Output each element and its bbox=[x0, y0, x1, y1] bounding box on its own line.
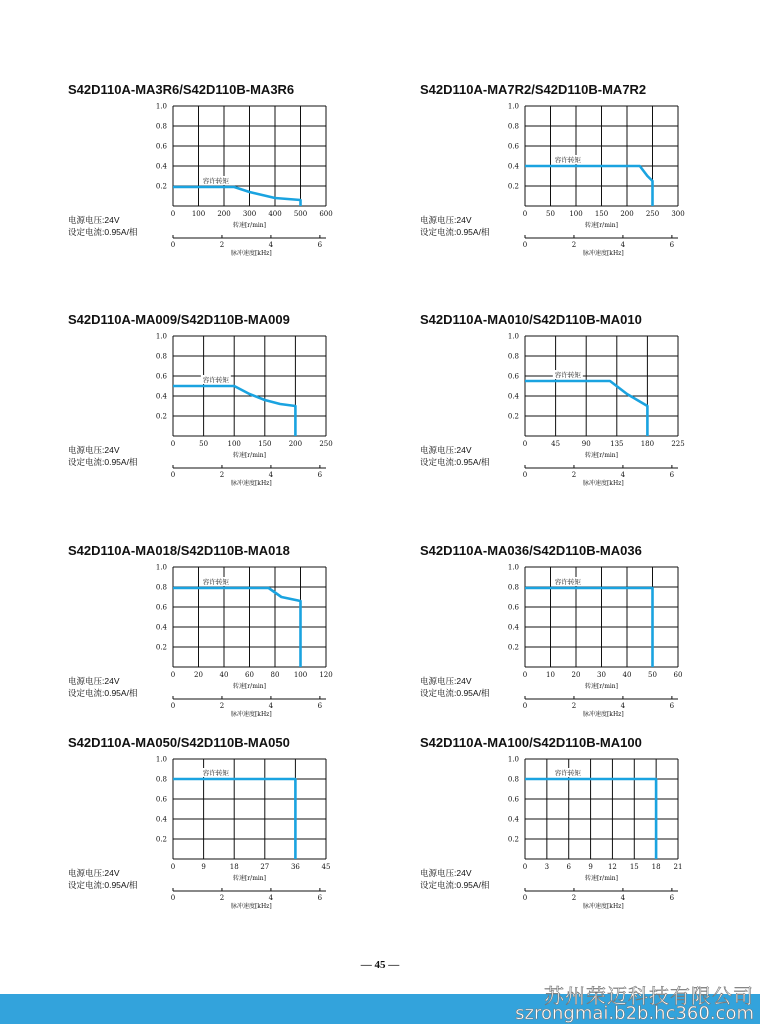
y-tick-label: 0.2 bbox=[507, 412, 519, 421]
speed-axis-label: 转速[r/min] bbox=[584, 875, 619, 882]
x-tick-label: 21 bbox=[673, 863, 683, 871]
y-tick-label: 1.0 bbox=[155, 102, 167, 111]
x-tick-label: 0 bbox=[170, 863, 176, 871]
torque-curve bbox=[173, 187, 301, 206]
drive-conditions bbox=[420, 214, 489, 238]
y-tick-label: 0.4 bbox=[155, 815, 167, 824]
pulse-axis-label: 脉冲速度[kHz] bbox=[582, 250, 624, 257]
speed-axis-label: 转速[r/min] bbox=[584, 222, 619, 229]
y-tick-label: 0.2 bbox=[155, 835, 167, 844]
voltage-label: 电源电压:24V bbox=[420, 445, 472, 455]
x-tick-label: 150 bbox=[594, 210, 609, 218]
drive-conditions bbox=[68, 867, 137, 891]
y-tick-label: 1.0 bbox=[507, 755, 519, 764]
x-tick-label: 0 bbox=[522, 671, 528, 679]
x-tick-label: 27 bbox=[260, 863, 270, 871]
pulse-tick-label: 4 bbox=[620, 894, 626, 902]
drive-conditions bbox=[68, 675, 137, 699]
y-tick-label: 0.4 bbox=[507, 162, 519, 171]
current-label: 设定电流:0.95A/相 bbox=[68, 457, 138, 467]
pulse-tick-label: 2 bbox=[219, 471, 225, 479]
drive-conditions bbox=[68, 444, 137, 468]
pulse-tick-label: 2 bbox=[571, 702, 577, 710]
pulse-axis-label: 脉冲速度[kHz] bbox=[230, 903, 272, 910]
pulse-tick-label: 4 bbox=[268, 702, 274, 710]
y-tick-label: 0.6 bbox=[155, 603, 167, 612]
x-tick-label: 60 bbox=[245, 671, 254, 679]
drive-conditions bbox=[420, 444, 489, 468]
torque-chart-panel bbox=[68, 312, 428, 532]
x-tick-label: 80 bbox=[270, 671, 280, 679]
speed-axis-label: 转速[r/min] bbox=[232, 452, 267, 459]
chart-title: S42D110A-MA3R6/S42D110B-MA3R6 bbox=[68, 82, 295, 97]
pulse-tick-label: 6 bbox=[669, 241, 675, 249]
pulse-tick-label: 4 bbox=[620, 471, 626, 479]
voltage-label: 电源电压:24V bbox=[420, 676, 472, 686]
chart-title: S42D110A-MA010/S42D110B-MA010 bbox=[420, 312, 642, 327]
pulse-tick-label: 0 bbox=[170, 702, 176, 710]
voltage-label: 电源电压:24V bbox=[420, 868, 472, 878]
pulse-axis-label: 脉冲速度[kHz] bbox=[582, 903, 624, 910]
torque-chart-panel bbox=[68, 82, 428, 302]
website-url: szrongmai.b2b.hc360.com bbox=[515, 1003, 754, 1024]
company-name: 苏州荣迈科技有限公司 bbox=[544, 984, 754, 1008]
curve-label: 容许转矩 bbox=[202, 376, 229, 384]
x-tick-label: 200 bbox=[620, 210, 634, 218]
y-tick-label: 0.8 bbox=[507, 352, 519, 361]
x-tick-label: 300 bbox=[242, 210, 257, 218]
x-tick-label: 18 bbox=[651, 863, 661, 871]
torque-chart bbox=[420, 312, 760, 512]
pulse-tick-label: 6 bbox=[669, 471, 675, 479]
y-tick-label: 0.4 bbox=[507, 815, 519, 824]
x-tick-label: 18 bbox=[229, 863, 239, 871]
y-tick-label: 0.8 bbox=[155, 352, 167, 361]
x-tick-label: 60 bbox=[673, 671, 683, 679]
x-tick-label: 0 bbox=[170, 210, 176, 218]
pulse-tick-label: 4 bbox=[620, 241, 626, 249]
curve-label: 容许转矩 bbox=[202, 578, 229, 586]
y-tick-label: 0.4 bbox=[155, 392, 167, 401]
pulse-tick-label: 2 bbox=[219, 241, 225, 249]
pulse-tick-label: 6 bbox=[669, 702, 675, 710]
y-tick-label: 0.2 bbox=[155, 643, 167, 652]
current-label: 设定电流:0.95A/相 bbox=[68, 227, 138, 237]
pulse-axis-label: 脉冲速度[kHz] bbox=[230, 250, 272, 257]
speed-axis-label: 转速[r/min] bbox=[584, 683, 619, 690]
curve-label: 容许转矩 bbox=[554, 769, 581, 777]
pulse-tick-label: 0 bbox=[170, 471, 176, 479]
y-tick-label: 0.4 bbox=[507, 623, 519, 632]
torque-chart-panel bbox=[420, 82, 760, 302]
current-label: 设定电流:0.95A/相 bbox=[420, 457, 490, 467]
voltage-label: 电源电压:24V bbox=[68, 676, 120, 686]
x-tick-label: 200 bbox=[217, 210, 231, 218]
pulse-tick-label: 4 bbox=[268, 241, 274, 249]
curve-label: 容许转矩 bbox=[554, 578, 581, 586]
current-label: 设定电流:0.95A/相 bbox=[68, 880, 138, 890]
torque-chart-panel bbox=[68, 543, 428, 763]
x-tick-label: 100 bbox=[191, 210, 206, 218]
y-tick-label: 0.6 bbox=[507, 795, 519, 804]
x-tick-label: 50 bbox=[199, 440, 209, 448]
x-tick-label: 9 bbox=[588, 863, 593, 871]
x-tick-label: 20 bbox=[571, 671, 581, 679]
chart-title: S42D110A-MA100/S42D110B-MA100 bbox=[420, 735, 642, 750]
x-tick-label: 100 bbox=[293, 671, 308, 679]
x-tick-label: 120 bbox=[319, 671, 333, 679]
torque-chart bbox=[420, 82, 760, 282]
y-tick-label: 0.8 bbox=[507, 583, 519, 592]
x-tick-label: 90 bbox=[581, 440, 591, 448]
x-tick-label: 600 bbox=[319, 210, 333, 218]
y-tick-label: 0.2 bbox=[155, 412, 167, 421]
y-tick-label: 0.6 bbox=[507, 603, 519, 612]
speed-axis-label: 转速[r/min] bbox=[232, 222, 267, 229]
y-tick-label: 0.8 bbox=[507, 775, 519, 784]
x-tick-label: 40 bbox=[622, 671, 632, 679]
x-tick-label: 100 bbox=[569, 210, 583, 218]
x-tick-label: 10 bbox=[546, 671, 555, 679]
y-tick-label: 0.2 bbox=[507, 643, 519, 652]
x-tick-label: 500 bbox=[293, 210, 308, 218]
speed-axis-label: 转速[r/min] bbox=[584, 452, 619, 459]
x-tick-label: 30 bbox=[597, 671, 606, 679]
x-tick-label: 0 bbox=[522, 440, 528, 448]
y-tick-label: 0.4 bbox=[507, 392, 519, 401]
pulse-tick-label: 0 bbox=[170, 894, 176, 902]
y-tick-label: 0.8 bbox=[155, 122, 167, 131]
y-tick-label: 0.6 bbox=[155, 795, 167, 804]
y-tick-label: 1.0 bbox=[507, 563, 519, 572]
pulse-tick-label: 6 bbox=[317, 471, 323, 479]
y-tick-label: 1.0 bbox=[155, 332, 167, 341]
torque-chart-panel bbox=[420, 735, 760, 955]
x-tick-label: 45 bbox=[551, 440, 561, 448]
pulse-tick-label: 0 bbox=[522, 702, 528, 710]
curve-label: 容许转矩 bbox=[554, 156, 581, 164]
current-label: 设定电流:0.95A/相 bbox=[420, 880, 490, 890]
pulse-axis-label: 脉冲速度[kHz] bbox=[230, 711, 272, 718]
voltage-label: 电源电压:24V bbox=[68, 215, 120, 225]
x-tick-label: 15 bbox=[629, 863, 639, 871]
x-tick-label: 50 bbox=[546, 210, 555, 218]
x-tick-label: 300 bbox=[671, 210, 685, 218]
x-tick-label: 0 bbox=[170, 671, 176, 679]
current-label: 设定电流:0.95A/相 bbox=[68, 688, 138, 698]
pulse-tick-label: 2 bbox=[219, 894, 225, 902]
pulse-axis-label: 脉冲速度[kHz] bbox=[582, 480, 624, 487]
y-tick-label: 1.0 bbox=[155, 563, 167, 572]
x-tick-label: 9 bbox=[201, 863, 206, 871]
curve-label: 容许转矩 bbox=[554, 371, 581, 379]
chart-title: S42D110A-MA7R2/S42D110B-MA7R2 bbox=[420, 82, 647, 97]
voltage-label: 电源电压:24V bbox=[68, 868, 120, 878]
y-tick-label: 0.2 bbox=[507, 182, 519, 191]
chart-title: S42D110A-MA009/S42D110B-MA009 bbox=[68, 312, 290, 327]
pulse-tick-label: 2 bbox=[571, 894, 577, 902]
torque-chart-panel bbox=[68, 735, 428, 955]
x-tick-label: 20 bbox=[194, 671, 203, 679]
torque-chart bbox=[420, 735, 760, 935]
pulse-axis-label: 脉冲速度[kHz] bbox=[582, 711, 624, 718]
y-tick-label: 0.6 bbox=[155, 142, 167, 151]
drive-conditions bbox=[68, 214, 137, 238]
drive-conditions bbox=[420, 867, 489, 891]
pulse-tick-label: 2 bbox=[219, 702, 225, 710]
y-tick-label: 0.2 bbox=[507, 835, 519, 844]
speed-axis-label: 转速[r/min] bbox=[232, 875, 267, 882]
pulse-tick-label: 2 bbox=[571, 241, 577, 249]
x-tick-label: 3 bbox=[544, 863, 550, 871]
pulse-tick-label: 0 bbox=[522, 241, 528, 249]
x-tick-label: 0 bbox=[170, 440, 176, 448]
x-tick-label: 100 bbox=[227, 440, 241, 448]
x-tick-label: 250 bbox=[319, 440, 333, 448]
x-tick-label: 250 bbox=[645, 210, 660, 218]
x-tick-label: 0 bbox=[522, 210, 528, 218]
y-tick-label: 1.0 bbox=[155, 755, 167, 764]
x-tick-label: 0 bbox=[522, 863, 528, 871]
x-tick-label: 135 bbox=[610, 440, 624, 448]
pulse-tick-label: 0 bbox=[522, 894, 528, 902]
x-tick-label: 40 bbox=[219, 671, 229, 679]
x-tick-label: 50 bbox=[648, 671, 657, 679]
torque-chart bbox=[420, 543, 760, 743]
speed-axis-label: 转速[r/min] bbox=[232, 683, 267, 690]
x-tick-label: 180 bbox=[640, 440, 655, 448]
current-label: 设定电流:0.95A/相 bbox=[420, 688, 490, 698]
curve-label: 容许转矩 bbox=[202, 177, 229, 185]
pulse-tick-label: 4 bbox=[268, 471, 274, 479]
x-tick-label: 45 bbox=[321, 863, 331, 871]
pulse-tick-label: 6 bbox=[669, 894, 675, 902]
y-tick-label: 0.8 bbox=[507, 122, 519, 131]
pulse-tick-label: 2 bbox=[571, 471, 577, 479]
x-tick-label: 150 bbox=[258, 440, 272, 448]
torque-chart bbox=[68, 735, 428, 935]
torque-chart bbox=[68, 312, 428, 512]
y-tick-label: 0.6 bbox=[507, 142, 519, 151]
x-tick-label: 400 bbox=[268, 210, 282, 218]
torque-chart-panel bbox=[420, 312, 760, 532]
pulse-tick-label: 0 bbox=[522, 471, 528, 479]
y-tick-label: 1.0 bbox=[507, 102, 519, 111]
x-tick-label: 6 bbox=[566, 863, 571, 871]
voltage-label: 电源电压:24V bbox=[420, 215, 472, 225]
chart-title: S42D110A-MA036/S42D110B-MA036 bbox=[420, 543, 642, 558]
pulse-tick-label: 4 bbox=[620, 702, 626, 710]
chart-title: S42D110A-MA018/S42D110B-MA018 bbox=[68, 543, 290, 558]
pulse-tick-label: 6 bbox=[317, 241, 323, 249]
current-label: 设定电流:0.95A/相 bbox=[420, 227, 490, 237]
y-tick-label: 0.6 bbox=[507, 372, 519, 381]
pulse-axis-label: 脉冲速度[kHz] bbox=[230, 480, 272, 487]
y-tick-label: 0.2 bbox=[155, 182, 167, 191]
y-tick-label: 1.0 bbox=[507, 332, 519, 341]
y-tick-label: 0.8 bbox=[155, 775, 167, 784]
voltage-label: 电源电压:24V bbox=[68, 445, 120, 455]
drive-conditions bbox=[420, 675, 489, 699]
y-tick-label: 0.4 bbox=[155, 623, 167, 632]
pulse-tick-label: 6 bbox=[317, 702, 323, 710]
y-tick-label: 0.8 bbox=[155, 583, 167, 592]
y-tick-label: 0.6 bbox=[155, 372, 167, 381]
torque-chart-panel bbox=[420, 543, 760, 763]
page-number: — 45 — bbox=[360, 959, 400, 971]
x-tick-label: 12 bbox=[607, 863, 617, 871]
y-tick-label: 0.4 bbox=[155, 162, 167, 171]
pulse-tick-label: 4 bbox=[268, 894, 274, 902]
torque-chart bbox=[68, 82, 428, 282]
chart-title: S42D110A-MA050/S42D110B-MA050 bbox=[68, 735, 290, 750]
pulse-tick-label: 6 bbox=[317, 894, 323, 902]
pulse-tick-label: 0 bbox=[170, 241, 176, 249]
curve-label: 容许转矩 bbox=[202, 769, 229, 777]
x-tick-label: 36 bbox=[290, 863, 300, 871]
torque-chart bbox=[68, 543, 428, 743]
x-tick-label: 200 bbox=[288, 440, 303, 448]
x-tick-label: 225 bbox=[671, 440, 685, 448]
